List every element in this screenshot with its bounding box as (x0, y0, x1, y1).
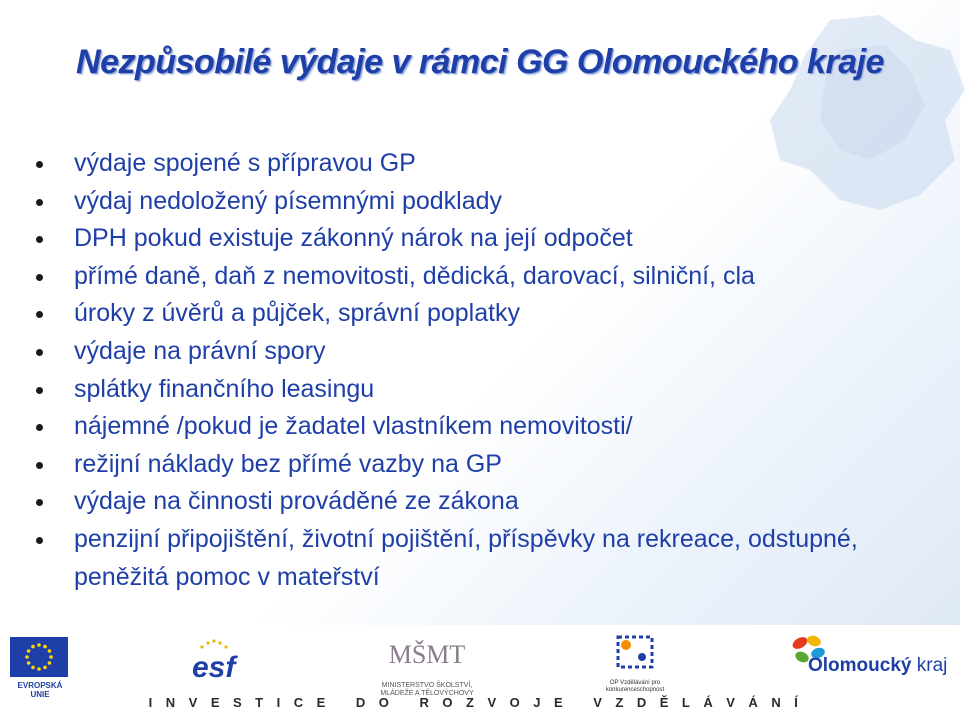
slide-title: Nezpůsobilé výdaje v rámci GG Olomouckého kraje (76, 43, 884, 81)
list-item (34, 483, 934, 521)
list-item-text: režijní náklady bez přímé vazby na GP (74, 449, 502, 478)
bullet-icon (36, 462, 43, 469)
list-item-text: splátky finančního leasingu (74, 374, 375, 403)
list-item-text: přímé daně, daň z nemovitosti, dědická, darovací, silniční, cla (74, 261, 755, 290)
list-item (34, 220, 934, 258)
eu-caption: EVROPSKÁ UNIE (17, 681, 63, 699)
logo-footer (0, 625, 960, 720)
opvk-caption: OP Vzdělávání pro konkurenceschopnost (605, 680, 665, 693)
list-item-text: nájemné /pokud je žadatel vlastníkem nemovitosti/ (74, 412, 633, 441)
footer-tagline: INVESTICE DO ROZVOJE VZDĚLÁVÁNÍ (148, 695, 812, 710)
list-item (34, 258, 934, 296)
list-item-text: úroky z úvěrů a půjček, správní poplatky (74, 299, 521, 328)
bullet-icon (36, 537, 43, 544)
msmt-caption: MINISTERSTVO ŠKOLSTVÍ, MLÁDEŽE A TĚLOVÝCHOVY (380, 682, 474, 697)
bullet-icon (36, 387, 43, 394)
bullet-icon (36, 424, 43, 431)
list-item-text: výdaje na právní spory (74, 336, 326, 365)
bullet-icon (36, 236, 43, 243)
olk-light: kraj (916, 655, 948, 676)
esf-label: esf (192, 651, 236, 684)
olk-bold: Olomoucký (808, 655, 912, 676)
list-item (34, 295, 934, 333)
list-item (34, 333, 934, 371)
bullet-icon (36, 199, 43, 206)
msmt-label: MŠMT (388, 640, 466, 669)
list-item-text: penzijní připojištění, životní pojištění, příspěvky na rekreace, odstupné, peněžitá pomoc v mateřství (74, 524, 858, 591)
list-item (34, 446, 934, 484)
bullet-icon (36, 349, 43, 356)
list-item-text: výdaje na činnosti prováděné ze zákona (74, 487, 519, 516)
list-item (34, 521, 934, 596)
olomoucky-kraj-label (808, 655, 947, 677)
bullet-list (34, 145, 934, 596)
list-item-text: výdaj nedoložený písemnými podklady (74, 186, 503, 215)
list-item-text: výdaje spojené s přípravou GP (74, 149, 416, 177)
bullet-icon (36, 311, 43, 318)
bullet-icon (36, 161, 43, 168)
eu-flag-icon (10, 637, 68, 677)
list-item (34, 183, 934, 221)
bullet-icon (36, 274, 43, 281)
bullet-icon (36, 499, 43, 506)
msmt-logo-icon (372, 631, 482, 701)
opvk-logo-icon (600, 633, 670, 695)
list-item (34, 145, 934, 183)
list-item (34, 371, 934, 409)
esf-logo-icon (190, 637, 250, 685)
list-item (34, 408, 934, 446)
olomoucky-kraj-logo-icon (780, 631, 950, 693)
list-item-text: DPH pokud existuje zákonný nárok na její odpočet (74, 224, 633, 253)
